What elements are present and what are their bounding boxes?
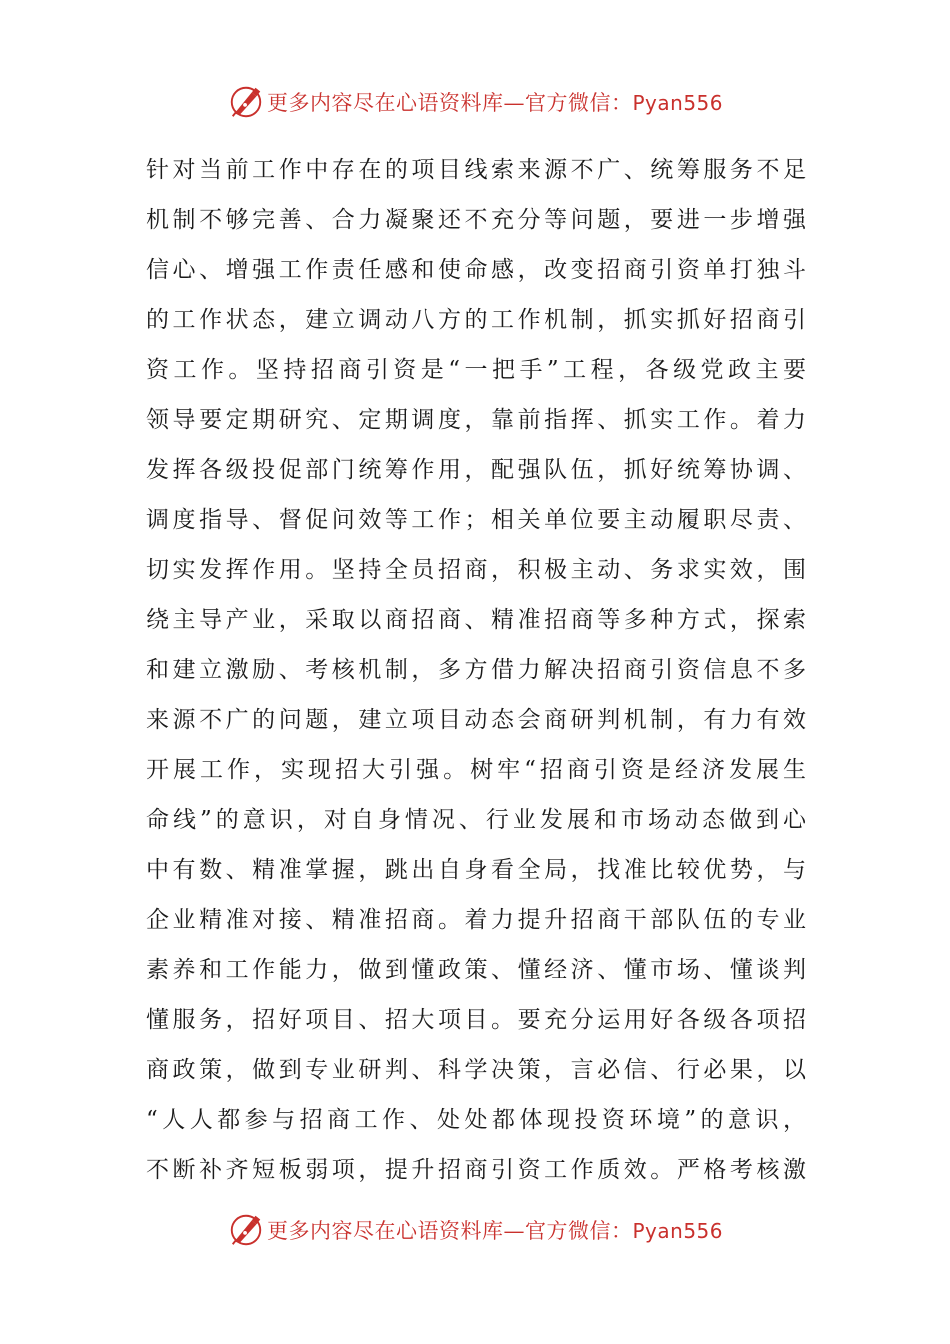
body-line: 机制不够完善、合力凝聚还不充分等问题，要进一步增强: [146, 207, 806, 233]
body-line: “人人都参与招商工作、处处都体现投资环境”的意识，: [146, 1107, 806, 1133]
document-body: [146, 145, 806, 1195]
body-line: 中有数、精准掌握，跳出自身看全局，找准比较优势，与: [146, 857, 806, 883]
footer-brand: 更多内容尽在心语资料库: [266, 1219, 504, 1243]
footer-dash: —: [503, 1219, 525, 1243]
pen-nib-logo-icon: [227, 1211, 265, 1249]
header-banner: [0, 80, 950, 124]
body-line: 调度指导、督促问效等工作；相关单位要主动履职尽责、: [146, 507, 806, 533]
body-line: 绕主导产业，采取以商招商、精准招商等多种方式，探索: [146, 607, 806, 633]
pen-nib-logo-icon: [227, 83, 265, 121]
body-line: 和建立激励、考核机制，多方借力解决招商引资信息不多: [146, 657, 806, 683]
header-dash: —: [503, 91, 525, 115]
body-line: 针对当前工作中存在的项目线索来源不广、统筹服务不足: [146, 157, 806, 183]
body-line: 发挥各级投促部门统筹作用，配强队伍，抓好统筹协调、: [146, 457, 806, 483]
body-line: 开展工作，实现招大引强。树牢“招商引资是经济发展生: [146, 757, 806, 783]
body-line: 企业精准对接、精准招商。着力提升招商干部队伍的专业: [146, 907, 806, 933]
header-brand: 更多内容尽在心语资料库: [266, 91, 504, 115]
footer-wechat-id: Pyan556: [632, 1219, 723, 1243]
body-line: 懂服务，招好项目、招大项目。要充分运用好各级各项招: [146, 1007, 806, 1033]
body-line: 信心、增强工作责任感和使命感，改变招商引资单打独斗: [146, 257, 806, 283]
header-wechat-label: 官方微信：: [524, 91, 633, 115]
body-line: 资工作。坚持招商引资是“一把手”工程，各级党政主要: [146, 357, 806, 383]
footer-wechat-label: 官方微信：: [524, 1219, 633, 1243]
body-line: 的工作状态，建立调动八方的工作机制，抓实抓好招商引: [146, 307, 806, 333]
body-line: 切实发挥作用。坚持全员招商，积极主动、务求实效，围: [146, 557, 806, 583]
footer-banner-text: [267, 1215, 723, 1245]
body-line: 不断补齐短板弱项，提升招商引资工作质效。严格考核激: [146, 1157, 806, 1183]
body-line: 商政策，做到专业研判、科学决策，言必信、行必果，以: [146, 1057, 806, 1083]
body-line: 命线”的意识，对自身情况、行业发展和市场动态做到心: [146, 807, 806, 833]
footer-banner: [0, 1208, 950, 1252]
header-banner-text: [267, 87, 723, 117]
body-line: 领导要定期研究、定期调度，靠前指挥、抓实工作。着力: [146, 407, 806, 433]
header-wechat-id: Pyan556: [632, 91, 723, 115]
body-line: 素养和工作能力，做到懂政策、懂经济、懂市场、懂谈判: [146, 957, 806, 983]
body-line: 来源不广的问题，建立项目动态会商研判机制，有力有效: [146, 707, 806, 733]
